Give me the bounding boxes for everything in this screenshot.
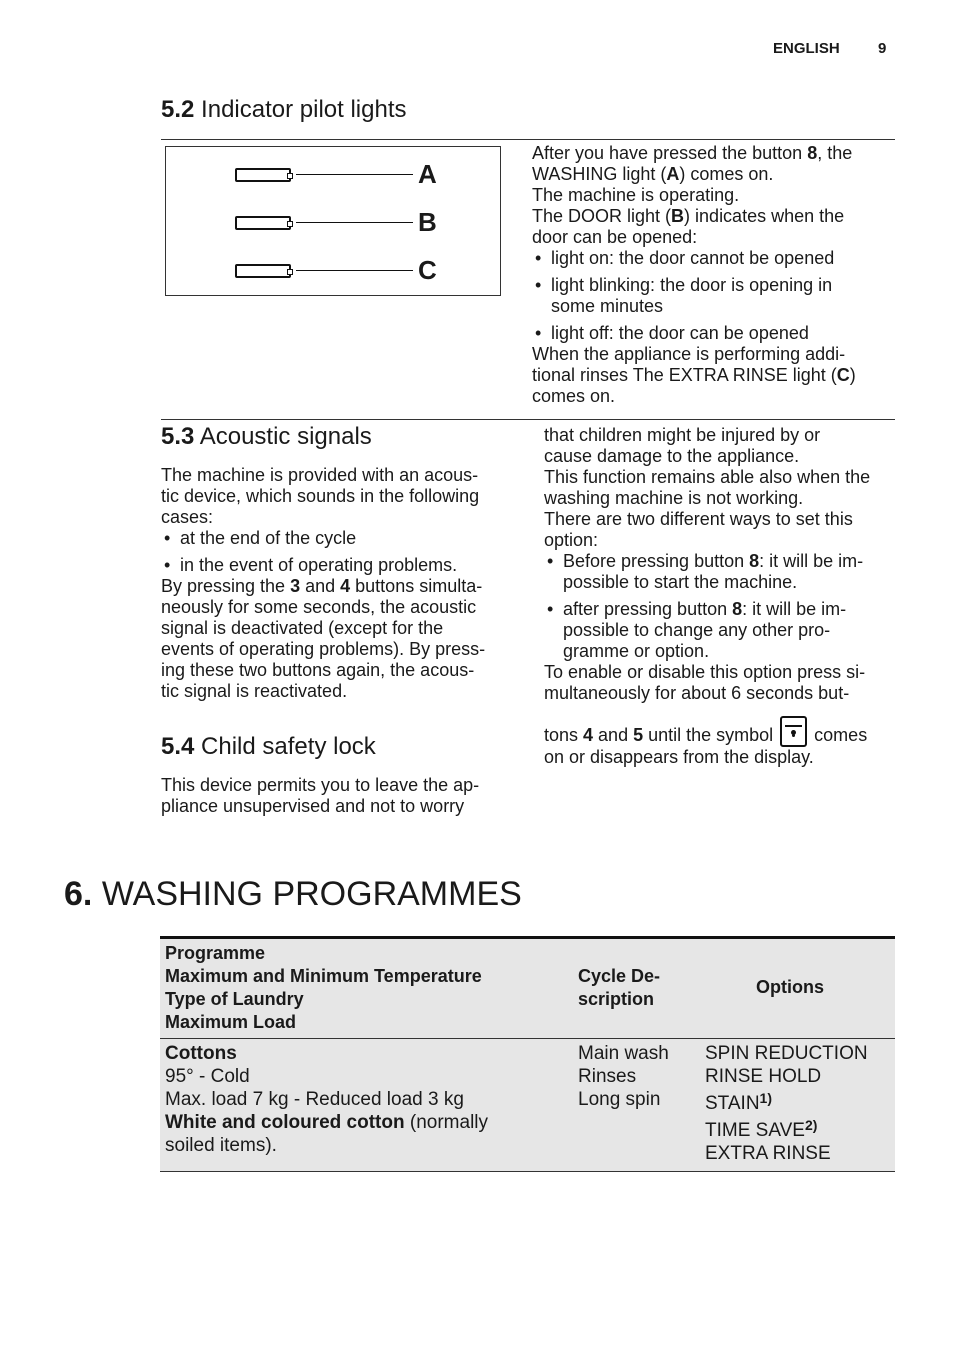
label-c: C [418, 255, 437, 285]
section-5-2-heading: 5.2 Indicator pilot lights [161, 96, 407, 123]
column-header-programme: Programme Maximum and Minimum Temperature Type of Laundry Maximum Load [165, 943, 482, 1032]
cycle-cell: Main wash Rinses Long spin [578, 1043, 669, 1110]
leader-line [296, 270, 413, 271]
section-5-4-heading: 5.4 Child safety lock [161, 733, 376, 760]
list-item: • Before pressing button 8: it will be im- possible to start the machine. [544, 551, 896, 593]
section-6-heading: 6. WASHING PROGRAMMES [64, 875, 522, 913]
divider [161, 419, 895, 420]
light-a-lamp [235, 168, 291, 182]
options-cell: SPIN REDUCTION RINSE HOLD STAIN$^{1)}$ TIME SAVE$^{2)}$ EXTRA RINSE [705, 1043, 868, 1164]
child-lock-text-right: that children might be injured by or cause damage to the appliance. This function remains able also when the washing machine is not working. There are two different ways to set this option: • Before pressing button 8: it will be im- possible to start the machine. • after pressing button 8: it will be im- possible to change any other pro- gramme or option. To enable or disable this option press si- multaneously for about 6 seconds but- tons 4 and 5 until the symbol comes on or disappears from the display. [544, 425, 896, 768]
column-header-cycle: Cycle De- scription [578, 966, 661, 1009]
leader-line [296, 222, 413, 223]
list-item: • light on: the door cannot be opened [532, 248, 894, 269]
table-header [160, 936, 895, 1041]
child-lock-text-left: This device permits you to leave the ap- pliance unsupervised and not to worry [161, 775, 480, 816]
leader-line [296, 174, 413, 175]
light-b-lamp [235, 216, 291, 230]
page-number: 9 [878, 40, 887, 57]
table-row [160, 1038, 895, 1172]
column-header-options: Options [756, 977, 824, 997]
child-lock-icon [780, 716, 807, 747]
header-language: ENGLISH [773, 40, 840, 57]
pilot-lights-text: After you have pressed the button 8, the WASHING light (A) comes on. The machine is operating. The DOOR light (B) indicates when the door can be opened: • light on: the door cannot be opened • light blinking: the door is opening in some minutes • light off: the door can be opened When the appliance is performing addi- tional rinses The EXTRA RINSE light (C) comes on. [532, 143, 894, 407]
section-5-3-heading: 5.3 Acoustic signals [161, 423, 372, 450]
list-item: • light blinking: the door is opening in some minutes [532, 275, 894, 317]
acoustic-signals-text: The machine is provided with an acous- tic device, which sounds in the following cases: • at the end of the cycle • in the event of operating problems. By pressing the 3 and 4 buttons simulta- neously for some seconds, the acoustic signal is deactivated (except for the events of operating problems). By press- ing these two buttons again, the acous- tic signal is reactivated. [161, 465, 521, 702]
list-item: • at the end of the cycle [161, 528, 521, 549]
programme-cell: Cottons 95° - Cold Max. load 7 kg - Reduced load 3 kg White and coloured cotton (normally soiled items). [165, 1043, 489, 1156]
label-a: A [418, 159, 437, 189]
light-c-lamp [235, 264, 291, 278]
list-item: • light off: the door can be opened [532, 323, 894, 344]
list-item: • in the event of operating problems. [161, 555, 521, 576]
divider [161, 139, 895, 140]
list-item: • after pressing button 8: it will be im- possible to change any other pro- gramme or option. [544, 599, 896, 662]
label-b: B [418, 207, 437, 237]
pilot-lights-diagram [165, 146, 501, 296]
